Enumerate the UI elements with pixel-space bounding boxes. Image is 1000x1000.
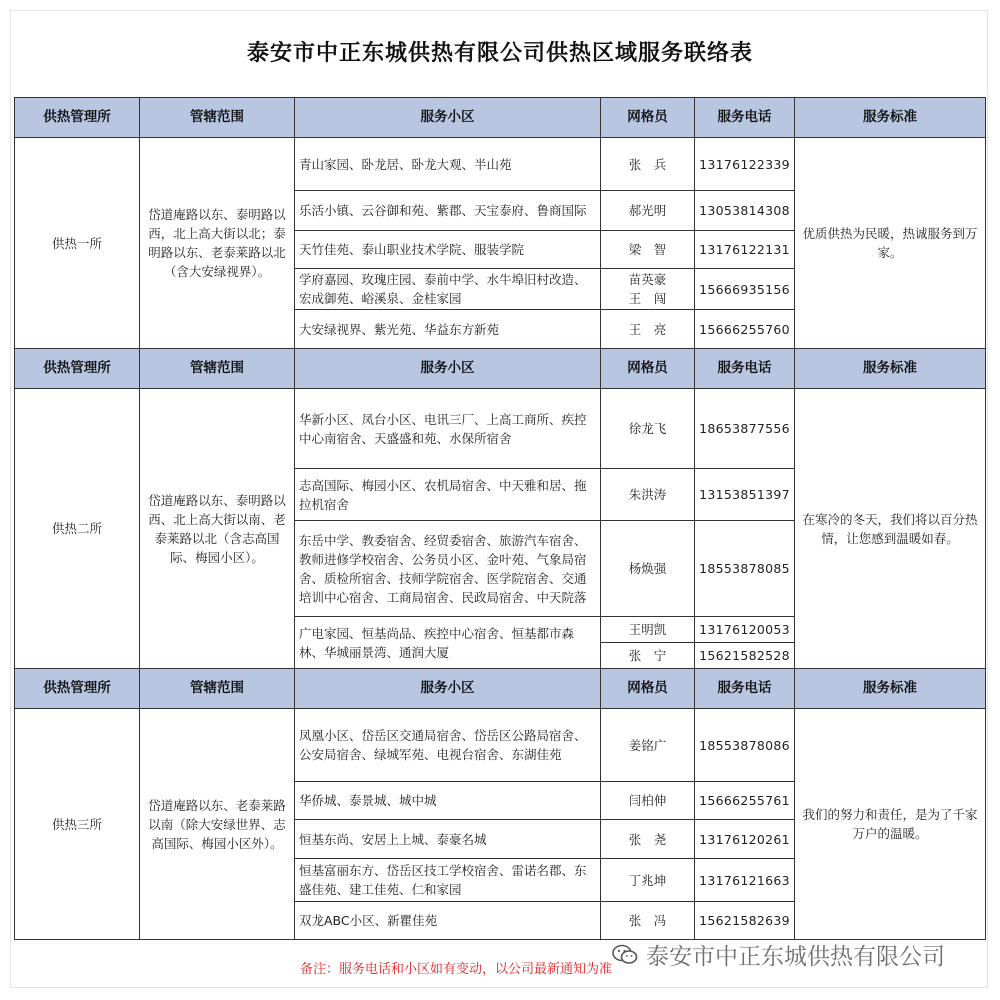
community-list: 青山家园、卧龙居、卧龙大观、半山苑 (295, 138, 601, 191)
community-list: 华新小区、凤台小区、电讯三厂、上高工商所、疾控中心南宿舍、天盛盛和苑、水保所宿舍 (295, 389, 601, 469)
service-phone: 15621582528 (695, 643, 795, 669)
community-list: 广电家园、恒基尚品、疾控中心宿舍、恒基都市森林、华城丽景湾、通润大厦 (295, 617, 601, 669)
col-header-staff: 网格员 (601, 669, 695, 709)
community-list: 双龙ABC小区、新瞿佳苑 (295, 902, 601, 940)
grid-staff: 姜铭广 (601, 709, 695, 782)
col-header-communities: 服务小区 (295, 669, 601, 709)
service-standard: 我们的努力和责任，是为了千家万户的温暖。 (795, 709, 986, 940)
service-phone: 13153851397 (695, 469, 795, 521)
col-header-scope: 管辖范围 (140, 98, 295, 138)
service-phone: 18653877556 (695, 389, 795, 469)
col-header-station: 供热管理所 (15, 349, 140, 389)
service-phone: 13053814308 (695, 191, 795, 231)
col-header-standard: 服务标准 (795, 669, 986, 709)
service-phone: 15666935156 (695, 269, 795, 310)
service-phone: 13176120261 (695, 820, 795, 859)
service-phone: 13176122131 (695, 231, 795, 269)
page-title: 泰安市中正东城供热有限公司供热区域服务联络表 (246, 41, 753, 66)
table-row (15, 709, 986, 782)
service-phone: 13176122339 (695, 138, 795, 191)
community-list: 学府嘉园、玫瑰庄园、泰前中学、水牛埠旧村改造、宏成御苑、峪溪泉、金桂家园 (295, 269, 601, 310)
col-header-communities: 服务小区 (295, 98, 601, 138)
grid-staff: 朱洪涛 (601, 469, 695, 521)
grid-staff: 郝光明 (601, 191, 695, 231)
grid-staff: 闫柏伸 (601, 782, 695, 820)
community-list: 东岳中学、教委宿舍、经贸委宿舍、旅游汽车宿舍、教师进修学校宿舍、公务员小区、金叶苑、气象局宿舍、质检所宿舍、技师学院宿舍、医学院宿舍、交通培训中心宿舍、工商局宿舍、民政局宿舍、中天院落 (295, 521, 601, 617)
grid-staff: 苗英豪 王 闯 (601, 269, 695, 310)
grid-staff: 张 尧 (601, 820, 695, 859)
grid-staff: 张 冯 (601, 902, 695, 940)
station-name: 供热一所 (15, 138, 140, 349)
service-phone: 15666255760 (695, 310, 795, 349)
scope-text: 岱道庵路以东、老泰莱路以南（除大安绿世界、志高国际、梅园小区外）。 (140, 709, 295, 940)
table-row (15, 389, 986, 469)
scope-text: 岱道庵路以东、泰明路以西，北上高大街以北；泰明路以东、老泰莱路以北（含大安绿视界）。 (140, 138, 295, 349)
service-phone: 18553878085 (695, 521, 795, 617)
grid-staff: 张 兵 (601, 138, 695, 191)
community-list: 乐活小镇、云谷御和苑、紫郡、天宝泰府、鲁商国际 (295, 191, 601, 231)
col-header-staff: 网格员 (601, 349, 695, 389)
col-header-standard: 服务标准 (795, 349, 986, 389)
station-name: 供热二所 (15, 389, 140, 669)
grid-staff: 王 亮 (601, 310, 695, 349)
community-list: 恒基富丽东方、岱岳区技工学校宿舍、雷诺名郡、东盛佳苑、建工佳苑、仁和家园 (295, 859, 601, 902)
grid-staff: 杨焕强 (601, 521, 695, 617)
table-row (15, 138, 986, 191)
header-row (15, 98, 986, 138)
scope-text: 岱道庵路以东、泰明路以西、北上高大街以南、老泰莱路以北（含志高国际、梅园小区）。 (140, 389, 295, 669)
col-header-phone: 服务电话 (695, 349, 795, 389)
grid-staff: 丁兆坤 (601, 859, 695, 902)
col-header-communities: 服务小区 (295, 349, 601, 389)
header-row (15, 669, 986, 709)
community-list: 天竹佳苑、泰山职业技术学院、服装学院 (295, 231, 601, 269)
wechat-icon (612, 944, 638, 966)
watermark (612, 938, 945, 971)
contact-table (14, 97, 986, 940)
service-phone: 15621582639 (695, 902, 795, 940)
col-header-station: 供热管理所 (15, 98, 140, 138)
community-list: 华侨城、泰景城、城中城 (295, 782, 601, 820)
service-standard: 在寒冷的冬天，我们将以百分热情，让您感到温暖如春。 (795, 389, 986, 669)
grid-staff: 张 宁 (601, 643, 695, 669)
community-list: 恒基东尚、安居上上城、泰豪名城 (295, 820, 601, 859)
col-header-staff: 网格员 (601, 98, 695, 138)
service-phone: 15666255761 (695, 782, 795, 820)
watermark-text: 泰安市中正东城供热有限公司 (646, 944, 945, 970)
col-header-scope: 管辖范围 (140, 669, 295, 709)
community-list: 志高国际、梅园小区、农机局宿舍、中天雅和居、拖拉机宿舍 (295, 469, 601, 521)
header-row (15, 349, 986, 389)
grid-staff: 王明凯 (601, 617, 695, 643)
col-header-phone: 服务电话 (695, 98, 795, 138)
service-phone: 13176121663 (695, 859, 795, 902)
service-standard: 优质供热为民暖，热诚服务到万家。 (795, 138, 986, 349)
col-header-standard: 服务标准 (795, 98, 986, 138)
service-phone: 13176120053 (695, 617, 795, 643)
service-phone: 18553878086 (695, 709, 795, 782)
grid-staff: 徐龙飞 (601, 389, 695, 469)
col-header-station: 供热管理所 (15, 669, 140, 709)
col-header-phone: 服务电话 (695, 669, 795, 709)
grid-staff: 梁 智 (601, 231, 695, 269)
community-list: 凤凰小区、岱岳区交通局宿舍、岱岳区公路局宿舍、公安局宿舍、绿城军苑、电视台宿舍、东湖佳苑 (295, 709, 601, 782)
footnote: 备注：服务电话和小区如有变动，以公司最新通知为准 (300, 962, 613, 977)
station-name: 供热三所 (15, 709, 140, 940)
community-list: 大安绿视界、紫光苑、华益东方新苑 (295, 310, 601, 349)
col-header-scope: 管辖范围 (140, 349, 295, 389)
